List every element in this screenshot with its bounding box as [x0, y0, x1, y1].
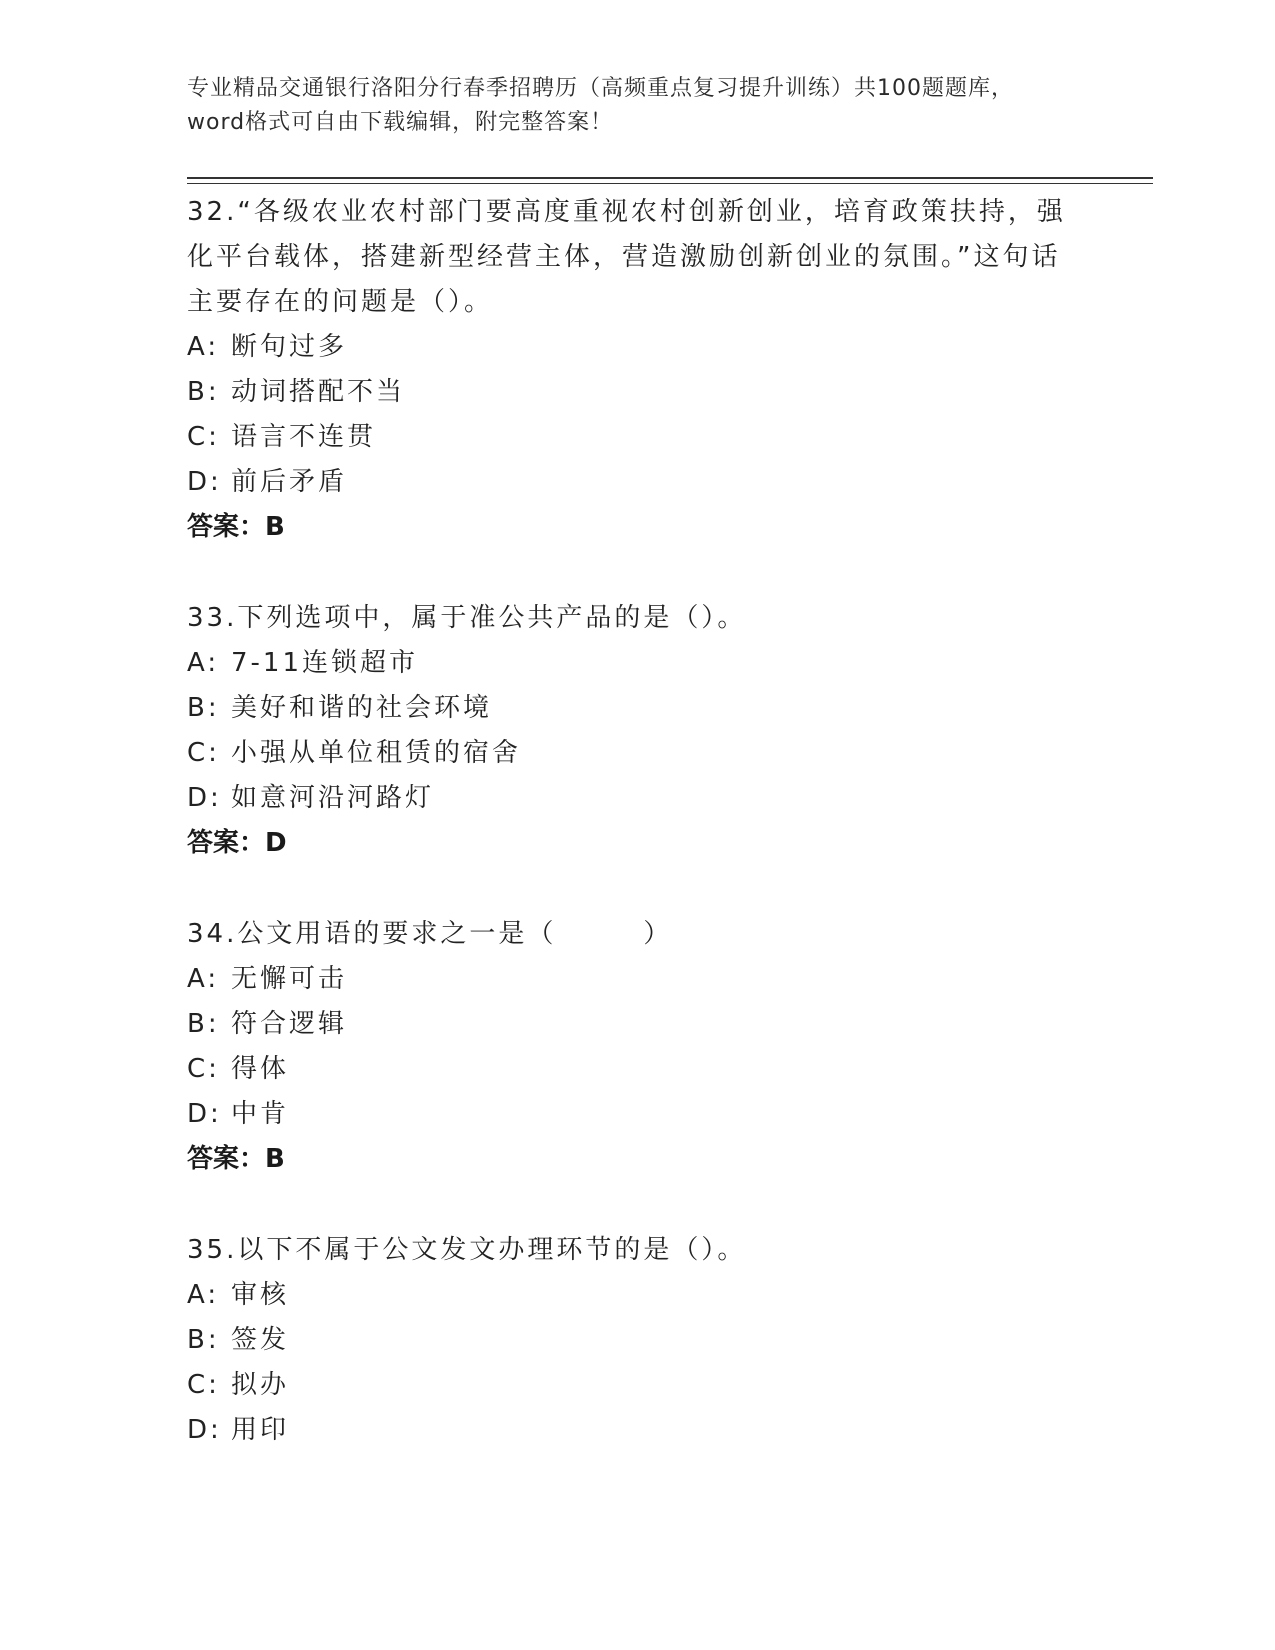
option-c [187, 1047, 1087, 1092]
question-stem: 34.公文用语的要求之一是（ ） [187, 919, 673, 949]
question-35 [187, 1228, 1087, 1453]
answer-value: B [265, 1144, 285, 1174]
answer-value: B [265, 512, 285, 542]
option-b [187, 1318, 1087, 1363]
answer-value: D [265, 828, 287, 858]
answer-label: 答案： [187, 828, 266, 858]
answer-label: 答案： [187, 512, 266, 542]
question-34 [187, 912, 1087, 1182]
option-text: 7-11连锁超市 [231, 648, 419, 678]
option-text: 美好和谐的社会环境 [231, 693, 493, 723]
answer-line [187, 821, 1087, 866]
option-text: 无懈可击 [231, 964, 348, 994]
option-text: 断句过多 [231, 332, 348, 362]
option-d [187, 460, 1087, 505]
option-text: 符合逻辑 [231, 1009, 348, 1039]
option-c [187, 415, 1087, 460]
question-33 [187, 596, 1087, 866]
option-text: 审核 [231, 1280, 290, 1310]
option-text: 得体 [231, 1054, 290, 1084]
option-text: 前后矛盾 [231, 467, 348, 497]
question-stem: 33.下列选项中，属于准公共产品的是（）。 [187, 603, 747, 633]
option-text: 用印 [231, 1415, 290, 1445]
option-key: A: [187, 1280, 220, 1310]
option-c [187, 1363, 1087, 1408]
option-text: 动词搭配不当 [231, 377, 406, 407]
option-b [187, 370, 1087, 415]
option-key: B: [187, 1325, 220, 1355]
question-stem: 35.以下不属于公文发文办理环节的是（）。 [187, 1235, 747, 1265]
option-key: A: [187, 648, 220, 678]
question-list [187, 190, 1087, 1499]
option-text: 签发 [231, 1325, 290, 1355]
option-key: D: [187, 783, 222, 813]
option-text: 中肯 [231, 1099, 290, 1129]
header-divider-thin [187, 183, 1153, 184]
document-header: 专业精品交通银行洛阳分行春季招聘历（高频重点复习提升训练）共100题题库，word格式可自由下载编辑，附完整答案！ [187, 76, 1014, 135]
option-key: B: [187, 693, 220, 723]
option-key: B: [187, 377, 220, 407]
option-key: A: [187, 964, 220, 994]
option-b [187, 1002, 1087, 1047]
option-b [187, 686, 1087, 731]
option-key: C: [187, 422, 220, 452]
question-32 [187, 190, 1087, 550]
answer-label: 答案： [187, 1144, 266, 1174]
option-key: D: [187, 467, 222, 497]
option-c [187, 731, 1087, 776]
option-key: C: [187, 1370, 220, 1400]
answer-line [187, 1137, 1087, 1182]
option-key: C: [187, 1054, 220, 1084]
option-a [187, 1273, 1087, 1318]
option-key: D: [187, 1415, 222, 1445]
option-key: D: [187, 1099, 222, 1129]
option-d [187, 1092, 1087, 1137]
option-text: 语言不连贯 [231, 422, 377, 452]
option-d [187, 1408, 1087, 1453]
option-text: 小强从单位租赁的宿舍 [231, 738, 522, 768]
option-d [187, 776, 1087, 821]
question-stem: 32.“各级农业农村部门要高度重视农村创新创业，培育政策扶持，强化平台载体，搭建新型经营主体，营造激励创新创业的氛围。”这句话主要存在的问题是（）。 [187, 197, 1066, 317]
option-a [187, 957, 1087, 1002]
option-text: 拟办 [231, 1370, 290, 1400]
option-key: B: [187, 1009, 220, 1039]
option-key: C: [187, 738, 220, 768]
header-divider-thick [187, 177, 1153, 179]
option-key: A: [187, 332, 220, 362]
option-a [187, 325, 1087, 370]
option-a [187, 641, 1087, 686]
option-text: 如意河沿河路灯 [231, 783, 435, 813]
answer-line [187, 505, 1087, 550]
